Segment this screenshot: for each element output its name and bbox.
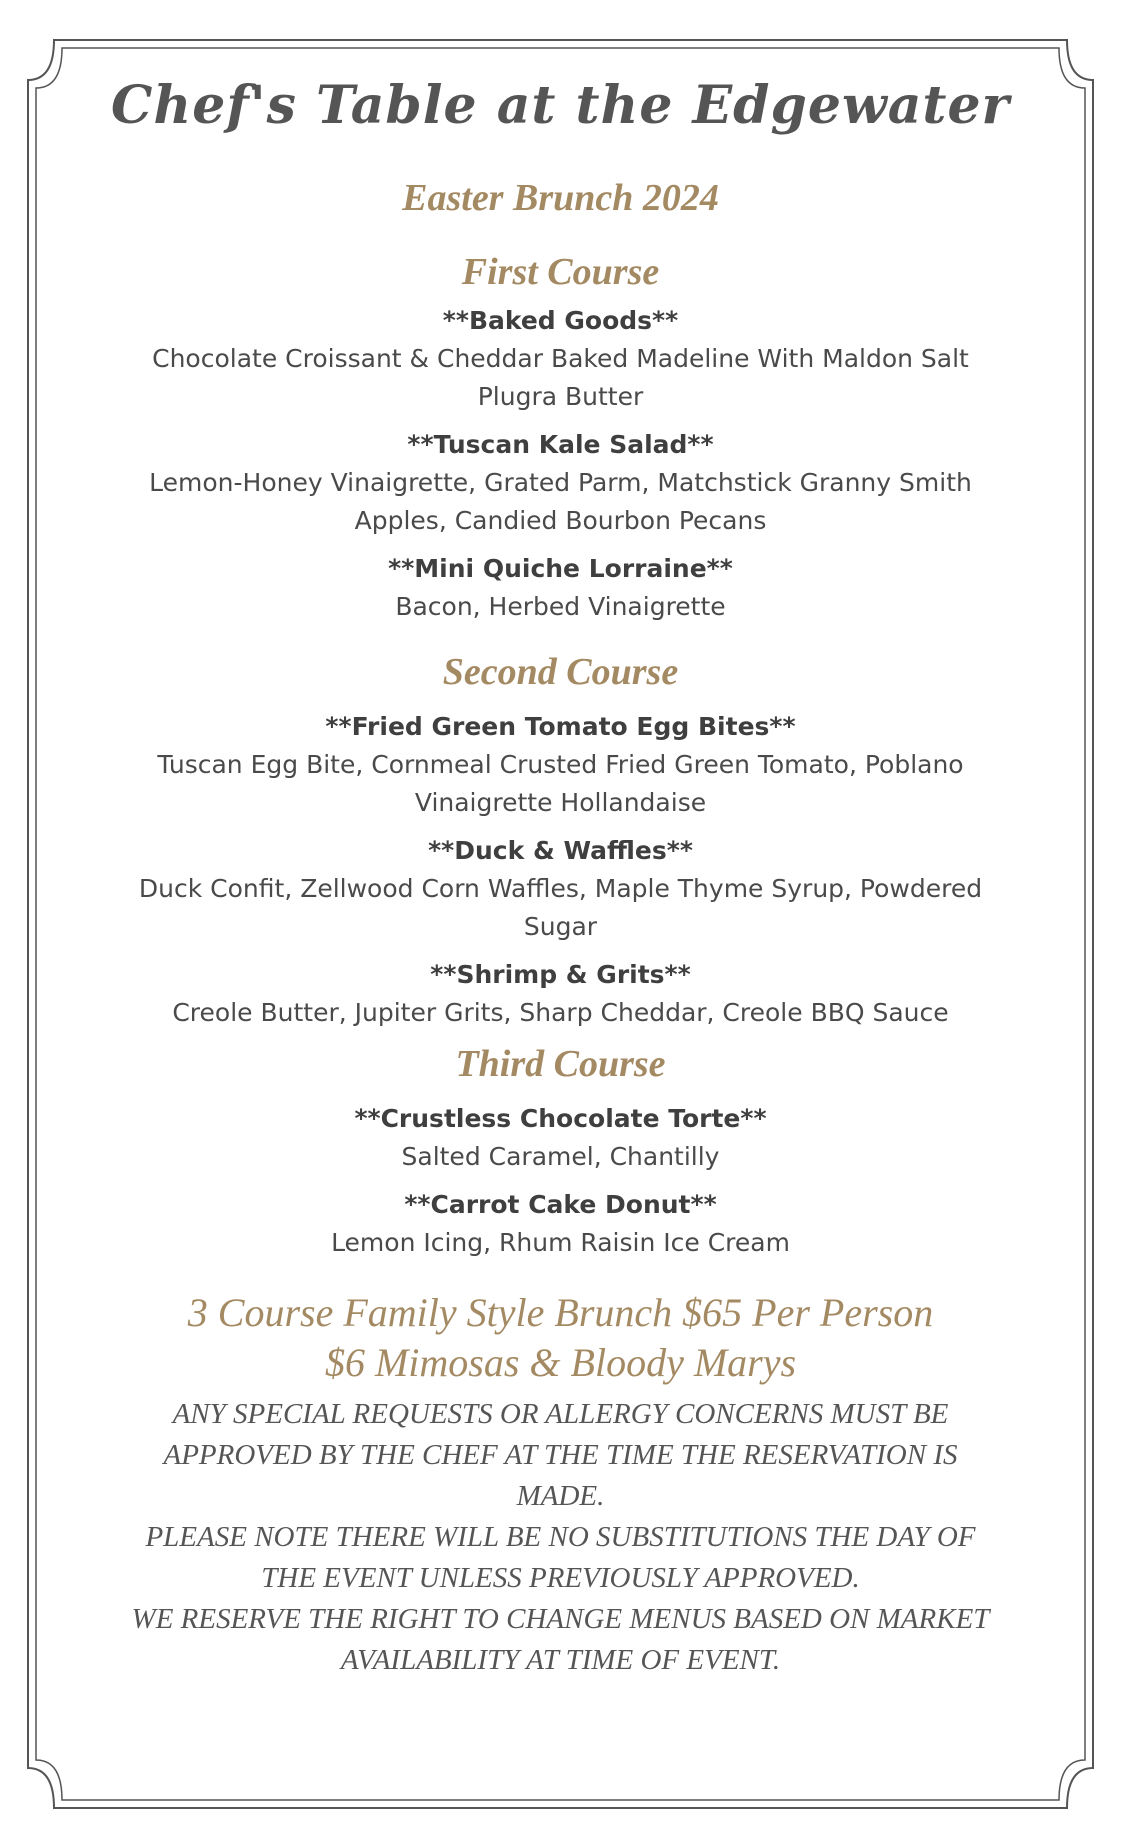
course-title: Second Course	[442, 651, 679, 693]
pricing-section	[100, 1288, 1021, 1388]
course-section-third	[100, 1042, 1021, 1262]
dish-item	[100, 832, 1021, 946]
dish-item	[100, 550, 1021, 626]
price-line: $6 Mimosas & Bloody Marys	[324, 1340, 797, 1385]
dish-item	[100, 708, 1021, 822]
menu-content	[100, 70, 1021, 1681]
dish-name: **Shrimp & Grits**	[430, 960, 691, 989]
dish-name: **Mini Quiche Lorraine**	[388, 554, 733, 583]
dish-name: **Fried Green Tomato Egg Bites**	[325, 712, 796, 741]
course-section-second	[100, 650, 1021, 1032]
dish-item	[100, 1186, 1021, 1262]
dish-description: Creole Butter, Jupiter Grits, Sharp Cheddar, Creole BBQ Sauce	[172, 998, 949, 1027]
notice-text: WE RESERVE THE RIGHT TO CHANGE MENUS BASED ON MARKET AVAILABILITY AT TIME OF EVENT.	[131, 1603, 990, 1676]
course-title: First Course	[461, 251, 660, 293]
dish-name: **Tuscan Kale Salad**	[407, 430, 714, 459]
dish-description: Lemon-Honey Vinaigrette, Grated Parm, Matchstick Granny Smith Apples, Candied Bourbon Pecans	[149, 468, 972, 535]
dish-description: Salted Caramel, Chantilly	[401, 1142, 720, 1171]
notice-section	[100, 1394, 1021, 1681]
dish-description: Bacon, Herbed Vinaigrette	[395, 592, 726, 621]
dish-item	[100, 1100, 1021, 1176]
dish-item	[100, 426, 1021, 540]
dish-description: Lemon Icing, Rhum Raisin Ice Cream	[331, 1228, 790, 1257]
dish-name: **Duck & Waffles**	[428, 836, 693, 865]
notice-text: PLEASE NOTE THERE WILL BE NO SUBSTITUTIONS THE DAY OF THE EVENT UNLESS PREVIOUSLY APPROVED.	[145, 1521, 976, 1594]
dish-description: Tuscan Egg Bite, Cornmeal Crusted Fried Green Tomato, Poblano Vinaigrette Hollandaise	[157, 750, 964, 817]
dish-description: Chocolate Croissant & Cheddar Baked Madeline With Maldon Salt Plugra Butter	[152, 344, 969, 411]
course-section-first	[100, 250, 1021, 626]
notice-text: ANY SPECIAL REQUESTS OR ALLERGY CONCERNS MUST BE APPROVED BY THE CHEF AT THE TIME THE RESERVATION IS MADE.	[163, 1398, 958, 1512]
course-title: Third Course	[455, 1043, 666, 1085]
dish-name: **Baked Goods**	[442, 306, 679, 335]
menu-title: Chef's Table at the Edgewater	[111, 75, 1010, 136]
dish-description: Duck Confit, Zellwood Corn Waffles, Maple Thyme Syrup, Powdered Sugar	[138, 874, 983, 941]
price-line: 3 Course Family Style Brunch $65 Per Person	[187, 1290, 934, 1335]
dish-item	[100, 302, 1021, 416]
dish-name: **Crustless Chocolate Torte**	[354, 1104, 767, 1133]
menu-subtitle: Easter Brunch 2024	[402, 177, 719, 219]
dish-item	[100, 956, 1021, 1032]
dish-name: **Carrot Cake Donut**	[404, 1190, 717, 1219]
